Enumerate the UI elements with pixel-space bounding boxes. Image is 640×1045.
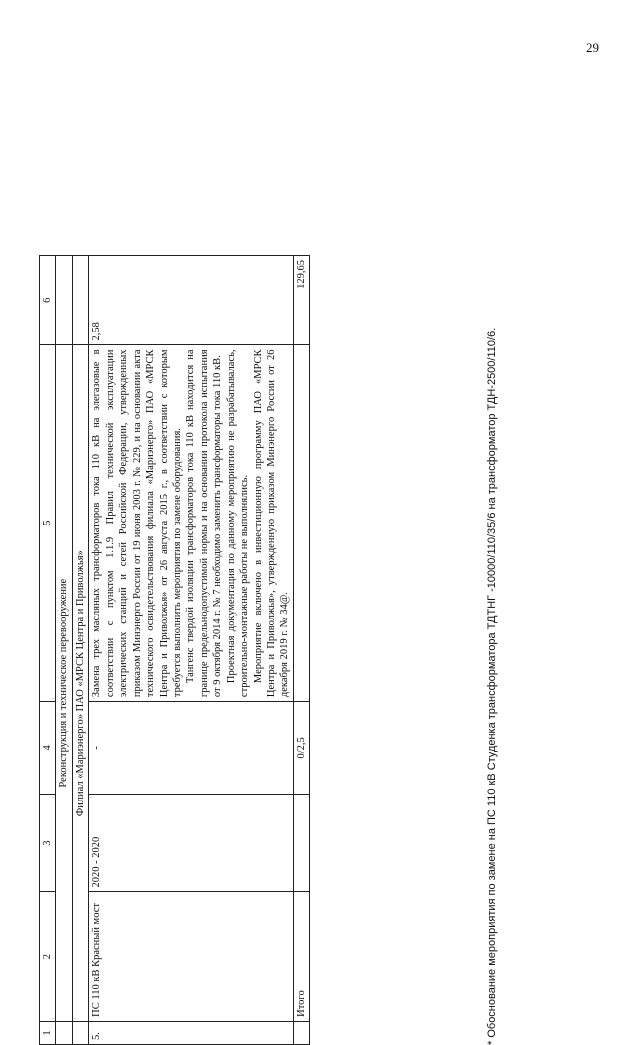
header-cell-1: 1 [40,1021,56,1044]
total-col4: 0/2,5 [293,702,309,795]
col4-value: - [89,702,294,795]
description-paragraph-3: Проектная документация по данному мероприятию не разрабатывалась, строительно-монтажные работы не выполнялись. [225,349,251,698]
period: 2020 - 2020 [89,794,294,892]
total-value: 129,65 [293,256,309,345]
rotated-content [39,255,498,1045]
description [89,345,294,702]
table-row [89,256,294,1045]
header-row [40,256,56,1045]
header-cell-3: 3 [40,794,56,892]
subsection-title: Филиал «Мариэнерго» ПАО «МРСК Центра и Приволжья» [72,345,88,1021]
header-cell-4: 4 [40,702,56,795]
row-value: 2,58 [89,256,294,345]
description-paragraph-2: Тангенс твердой изоляции трансформаторов тока 110 кВ находится на границе предельнодопустимой нормы и на основании протокола испытания от 9 октября 2014 г. № 7 необходимо заменить трансформаторы тока 110 кВ. [185,349,224,698]
row-number: 5. [89,1021,294,1044]
section-row [56,256,72,1045]
subsection-row [72,256,88,1045]
description-paragraph-1: Замена трех масляных трансформаторов тока 110 кВ на элегазовые в соответствии с пунктом 1.1.9 Правил технической эксплуатации электрических станций и сетей Российской Федерации, утвержденных приказом Минэнерго России от 19 июня 2003 г. № 229, и на основании акта технического освидетельствования филиала «Мариэнерго» ПАО «МРСК Центра и Приволжья» от 26 августа 2015 г., в соответствии с которым требуется выполнить мероприятия по замене оборудования. [91,349,183,698]
total-label: Итого [293,892,309,1021]
footnote: * Обоснование мероприятия по замене на ПС 110 кВ Студенка трансформатора ТДТНГ -10000/110/35/6 на трансформатор ТДН-2500/110/6. [486,327,498,1045]
header-cell-5: 5 [40,345,56,702]
section-title: Реконструкция и техническое перевооружение [56,345,72,1021]
investment-table [39,255,310,1045]
page-number: 29 [586,40,599,55]
header-cell-6: 6 [40,256,56,345]
total-row [293,256,309,1045]
header-cell-2: 2 [40,892,56,1021]
description-paragraph-4: Мероприятие включено в инвестиционную программу ПАО «МРСК Центра и Приволжья», утвержденную приказом Минэнерго России от 26 декабря 2019 г. № 34@. [252,349,291,698]
object-name: ПС 110 кВ Красный мост [89,892,294,1021]
